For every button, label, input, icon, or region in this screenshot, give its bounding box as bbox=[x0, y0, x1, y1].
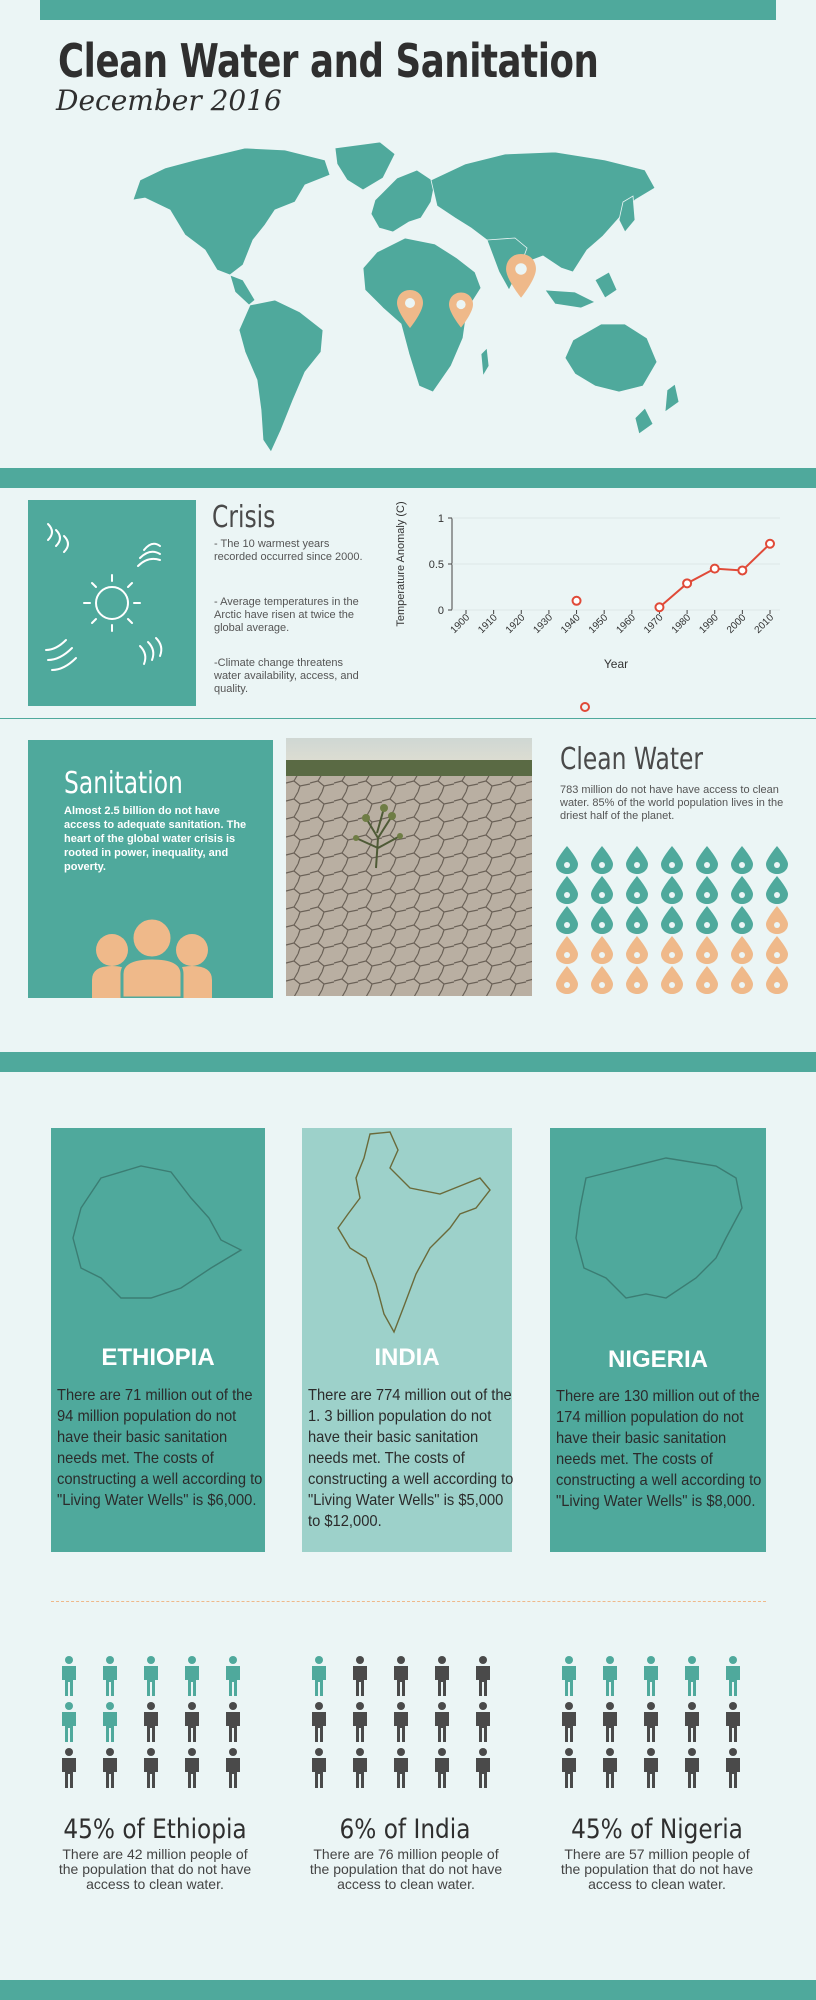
person-icon bbox=[642, 1748, 660, 1788]
person-icon bbox=[60, 1748, 78, 1788]
water-drop-icon bbox=[766, 906, 788, 934]
water-drop-icon bbox=[626, 936, 648, 964]
person-icon bbox=[224, 1702, 242, 1742]
crisis-title: Crisis bbox=[212, 500, 276, 535]
page-title: Clean Water and Sanitation bbox=[58, 34, 599, 88]
series-line bbox=[659, 544, 770, 607]
ethiopia-outline-icon bbox=[61, 1158, 251, 1318]
map-pin-icon bbox=[506, 254, 536, 300]
water-drop-icon bbox=[556, 936, 578, 964]
section-band bbox=[0, 468, 816, 488]
country-card-nigeria bbox=[550, 1128, 766, 1552]
water-drop-icon bbox=[591, 936, 613, 964]
people-group-icon bbox=[92, 908, 212, 998]
person-icon bbox=[101, 1748, 119, 1788]
x-tick-label: 1960 bbox=[614, 612, 638, 636]
water-drop-icon bbox=[591, 966, 613, 994]
stat-description: There are 76 million people of the population that do not have access to clean water. bbox=[309, 1846, 503, 1892]
crisis-bullet: - The 10 warmest years recorded occurred since 2000. bbox=[214, 538, 363, 563]
y-tick-label: 0.5 bbox=[428, 559, 444, 571]
people-grid-nigeria bbox=[560, 1656, 760, 1796]
person-icon bbox=[433, 1702, 451, 1742]
country-name: NIGERIA bbox=[607, 1346, 708, 1373]
person-icon bbox=[724, 1702, 742, 1742]
person-icon bbox=[601, 1656, 619, 1696]
person-icon bbox=[351, 1656, 369, 1696]
person-icon bbox=[724, 1748, 742, 1788]
water-drop-icon bbox=[626, 846, 648, 874]
stat-headline: 45% of Nigeria bbox=[571, 1814, 743, 1845]
map-pin-icon bbox=[449, 292, 473, 330]
water-drop-icon bbox=[556, 846, 578, 874]
sun-wind-icon bbox=[28, 500, 196, 706]
cracked-earth-photo bbox=[286, 738, 532, 996]
person-icon bbox=[683, 1656, 701, 1696]
page-subtitle: December 2016 bbox=[56, 84, 282, 117]
person-icon bbox=[392, 1656, 410, 1696]
water-drop-icon bbox=[696, 876, 718, 904]
person-icon bbox=[474, 1656, 492, 1696]
bottom-band bbox=[0, 1980, 816, 2000]
person-icon bbox=[183, 1748, 201, 1788]
person-icon bbox=[601, 1702, 619, 1742]
dashed-divider bbox=[51, 1601, 766, 1602]
person-icon bbox=[683, 1702, 701, 1742]
x-tick-label: 1910 bbox=[476, 612, 500, 636]
water-drop-icon bbox=[731, 966, 753, 994]
x-tick-label: 1900 bbox=[448, 612, 473, 636]
x-tick-label: 1920 bbox=[503, 612, 528, 636]
stat-description: There are 57 million people of the population that do not have access to clean water. bbox=[560, 1846, 754, 1892]
water-drop-icon bbox=[661, 906, 683, 934]
data-point bbox=[738, 566, 746, 574]
divider-line bbox=[0, 718, 816, 719]
person-icon bbox=[310, 1748, 328, 1788]
x-tick-label: 1990 bbox=[697, 612, 721, 636]
data-point bbox=[683, 579, 691, 587]
person-icon bbox=[433, 1748, 451, 1788]
water-drop-icon bbox=[626, 906, 648, 934]
x-axis-label: Year bbox=[603, 657, 629, 671]
person-icon bbox=[392, 1748, 410, 1788]
water-drop-icon bbox=[731, 906, 753, 934]
person-icon bbox=[101, 1656, 119, 1696]
water-drop-icon bbox=[591, 906, 613, 934]
person-icon bbox=[601, 1748, 619, 1788]
crisis-bullet: -Climate change threatens water availability, access, and quality. bbox=[214, 657, 359, 695]
x-tick-label: 1980 bbox=[669, 612, 694, 636]
stat-description: There are 42 million people of the population that do not have access to clean water. bbox=[58, 1846, 252, 1892]
country-card-india bbox=[302, 1128, 512, 1552]
sanitation-title: Sanitation bbox=[64, 766, 183, 801]
y-tick-label: 0 bbox=[437, 605, 444, 617]
person-icon bbox=[392, 1702, 410, 1742]
person-icon bbox=[60, 1656, 78, 1696]
india-outline-icon bbox=[320, 1128, 500, 1338]
country-name: INDIA bbox=[374, 1344, 440, 1371]
top-band bbox=[40, 0, 776, 20]
x-tick-label: 1970 bbox=[642, 612, 666, 636]
clean-water-text: 783 million do not have have access to clean water. 85% of the world population lives in the driest half of the planet. bbox=[560, 784, 784, 822]
person-icon bbox=[724, 1656, 742, 1696]
water-drop-icon bbox=[731, 846, 753, 874]
crisis-bullet: - Average temperatures in the Arctic have risen at twice the global average. bbox=[214, 596, 359, 634]
person-icon bbox=[433, 1656, 451, 1696]
water-drop-icon bbox=[766, 876, 788, 904]
water-drop-icon bbox=[661, 876, 683, 904]
x-tick-label: 2010 bbox=[752, 612, 777, 636]
water-drop-icon bbox=[731, 936, 753, 964]
legend-marker bbox=[580, 702, 590, 712]
person-icon bbox=[142, 1748, 160, 1788]
people-grid-ethiopia bbox=[60, 1656, 260, 1796]
water-drop-icon bbox=[626, 876, 648, 904]
water-drop-icon bbox=[591, 876, 613, 904]
person-icon bbox=[642, 1656, 660, 1696]
water-drop-icon bbox=[696, 936, 718, 964]
clean-water-title: Clean Water bbox=[560, 742, 704, 777]
person-icon bbox=[642, 1702, 660, 1742]
country-card-ethiopia bbox=[51, 1128, 265, 1552]
water-drop-icon bbox=[696, 966, 718, 994]
data-point bbox=[573, 597, 581, 605]
sanitation-text: Almost 2.5 billion do not have access to adequate sanitation. The heart of the global water crisis is rooted in power, inequality, and poverty. bbox=[64, 805, 247, 873]
water-drop-icon bbox=[661, 936, 683, 964]
x-tick-label: 2000 bbox=[724, 612, 749, 636]
country-description: There are 130 million out of the 174 million population do not have their basic sanitation needs met. The costs of constructing a well according to "Living Water Wells" is $8,000. bbox=[556, 1388, 762, 1510]
sanitation-box bbox=[28, 740, 273, 998]
nigeria-outline-icon bbox=[566, 1148, 752, 1318]
person-icon bbox=[351, 1702, 369, 1742]
person-icon bbox=[142, 1656, 160, 1696]
water-drop-icon bbox=[696, 906, 718, 934]
water-drop-icon bbox=[661, 846, 683, 874]
water-drop-icon bbox=[731, 876, 753, 904]
person-icon bbox=[224, 1656, 242, 1696]
person-icon bbox=[101, 1702, 119, 1742]
y-tick-label: 1 bbox=[437, 513, 444, 525]
country-description: There are 71 million out of the 94 million population do not have their basic sanitation needs met. The costs of constructing a well according to "Living Water Wells" is $6,000. bbox=[57, 1387, 263, 1509]
water-drop-icon bbox=[766, 966, 788, 994]
water-drop-icon bbox=[626, 966, 648, 994]
person-icon bbox=[683, 1748, 701, 1788]
person-icon bbox=[560, 1702, 578, 1742]
stat-headline: 45% of Ethiopia bbox=[63, 1814, 247, 1845]
water-drop-icon bbox=[766, 846, 788, 874]
person-icon bbox=[183, 1702, 201, 1742]
stat-headline: 6% of India bbox=[339, 1814, 471, 1845]
water-drop-icon bbox=[696, 846, 718, 874]
water-drop-icon bbox=[766, 936, 788, 964]
person-icon bbox=[474, 1748, 492, 1788]
person-icon bbox=[183, 1656, 201, 1696]
water-drop-icon bbox=[556, 966, 578, 994]
people-grid-india bbox=[310, 1656, 510, 1796]
country-name: ETHIOPIA bbox=[101, 1344, 215, 1371]
x-tick-label: 1940 bbox=[559, 612, 583, 636]
section-band bbox=[0, 1052, 816, 1072]
y-axis-label: Temperature Anomaly (C) bbox=[395, 501, 407, 627]
x-tick-label: 1930 bbox=[531, 612, 556, 636]
person-icon bbox=[310, 1702, 328, 1742]
person-icon bbox=[224, 1748, 242, 1788]
water-drop-icon bbox=[661, 966, 683, 994]
map-pin-icon bbox=[397, 290, 423, 330]
temperature-chart bbox=[390, 500, 790, 680]
person-icon bbox=[60, 1702, 78, 1742]
crisis-icon-box bbox=[28, 500, 196, 706]
person-icon bbox=[560, 1656, 578, 1696]
person-icon bbox=[560, 1748, 578, 1788]
country-description: There are 774 million out of the 1. 3 billion population do not have their basic sanitation needs met. The costs of constructing a well according to "Living Water Wells" is $5,000 to $12,000. bbox=[308, 1387, 514, 1530]
water-drop-icon bbox=[591, 846, 613, 874]
data-point bbox=[655, 603, 663, 611]
x-tick-label: 1950 bbox=[586, 612, 611, 636]
data-point bbox=[766, 540, 774, 548]
person-icon bbox=[142, 1702, 160, 1742]
person-icon bbox=[474, 1702, 492, 1742]
water-drop-grid bbox=[556, 846, 800, 998]
person-icon bbox=[351, 1748, 369, 1788]
data-point bbox=[711, 565, 719, 573]
person-icon bbox=[310, 1656, 328, 1696]
water-drop-icon bbox=[556, 876, 578, 904]
water-drop-icon bbox=[556, 906, 578, 934]
